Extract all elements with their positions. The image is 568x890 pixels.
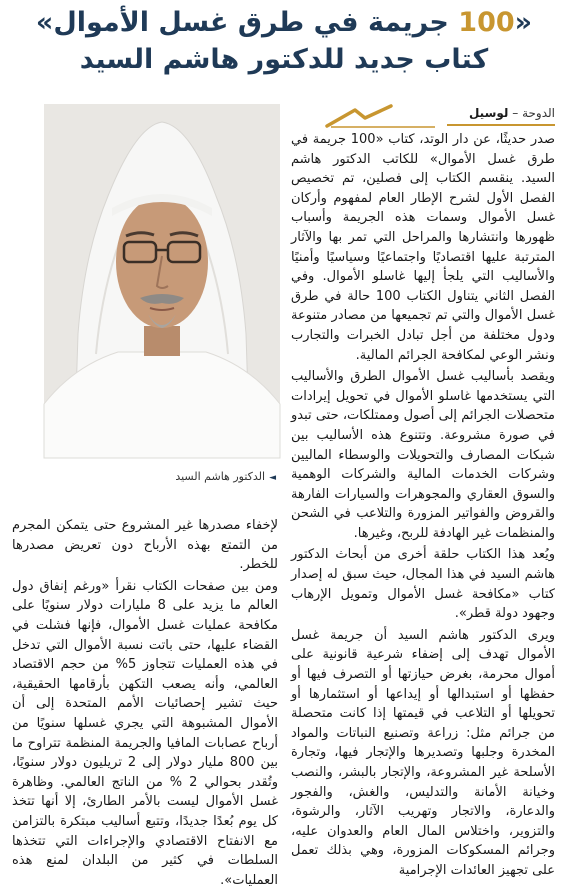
- headline-line-1: [10, 4, 558, 42]
- headline-open-quote: «: [514, 7, 533, 38]
- article-paragraph: صدر حديثًا، عن دار الوتد، كتاب «100 جريمة في طرق غسل الأموال» للكاتب الدكتور هاشم السيد. ينقسم الكتاب إلى فصلين، تم تخصيص الفصل الأول لشرح الإطار العام لمفهوم وأركان غسل الأموال وسمات هذه الجريمة وأسباب ظهورها وانتشارها والمراحل التي تمر بها والآثار المترتبة عليها اقتصاديًا واجتماعيًا وسياسيًا وأمنيًا والأساليب التي يلجأ إليها غاسلو الأموال. وفي الفصل الثاني يتناول الكتاب 100 حالة في طرق غسل الأموال والتي تم تجميعها من مصادر متنوعة ودول مختلفة من أجل تبادل الخبرات والتجارب ونشر الوعي لمكافحة الجرائم المالية.: [291, 132, 555, 363]
- article-column-right: [291, 130, 555, 878]
- dateline: [325, 104, 555, 126]
- dateline-separator: –: [508, 106, 523, 120]
- swoosh-icon: [325, 104, 445, 128]
- article-paragraph: ومن بين صفحات الكتاب نقرأ «ورغم إنفاق دول العالم ما يزيد على 8 مليارات دولار سنويًا على مكافحة عمليات غسل الأموال، فإنها فشلت في القضاء عليها، حتى باتت نسبة الأموال التي تدخل في هذه العمليات تتجاوز 5% من حجم الاقتصاد العالمي، وأنه يصعب التكهن بأرقامها الحقيقية، حيث تشير إحصائيات الأمم المتحدة إلى أن الأموال المشبوهة التي يجري غسلها سنويًا من أرباح عصابات المافيا والجريمة المنظمة تتراوح ما بين 800 مليار دولار إلى 2 تريليون دولار سنويًا، وتُقدر بحوالي 2 % من الناتج العالمي. وظاهرة غسل الأموال ليست بالأمر الطارئ، إلا أنها تتخذ كل يوم بُعدًا جديدًا، وتتبع أساليب مبتكرة بالتزامن مع الانفتاح الاقتصادي والإجراءات التي تتخذها السلطات في كثير من البلدان لمنع هذه العمليات».: [12, 578, 279, 888]
- dateline-text: [469, 106, 555, 120]
- headline-line-2: كتاب جديد للدكتور هاشم السيد: [79, 44, 489, 75]
- article-column-left: [12, 516, 279, 888]
- dateline-city: الدوحة: [522, 106, 555, 120]
- photo-caption: [150, 470, 276, 483]
- headline: [10, 4, 558, 78]
- author-photo: [44, 104, 280, 458]
- article-paragraph: لإخفاء مصدرها غير المشروع حتى يتمكن المجرم من التمتع بهذه الأرباح دون تعريض مصدرها للخطر.: [12, 518, 278, 573]
- caption-text: الدكتور هاشم السيد: [175, 470, 266, 483]
- portrait-illustration: [44, 104, 280, 458]
- caption-triangle-icon: ◄: [269, 473, 276, 483]
- article-paragraph: ويُعد هذا الكتاب حلقة أخرى من أبحاث الدكتور هاشم السيد في هذا المجال، حيث سبق له إصدار كتاب «مكافحة غسل الأموال وتمويل الإرهاب وجهود دولة قطر».: [291, 547, 555, 622]
- dateline-source: لوسيل: [468, 106, 509, 120]
- headline-line-1-text: جريمة في طرق غسل الأموال»: [35, 7, 459, 38]
- article-paragraph: ويرى الدكتور هاشم السيد أن جريمة غسل الأموال تهدف إلى إضفاء شرعية قانونية على أموال محرمة، بغرض حيازتها أو التصرف فيها أو حفظها أو استبدالها أو إيداعها أو استثمارها أو تحويلها أو التلاعب في قيمتها إذا كانت متحصلة من جرائم مثل: زراعة وتصنيع النباتات والمواد المخدرة وجلبها وتصديرها والإتجار فيها، وتجارة الأسلحة غير المشروعة، والإتجار بالبشر، والنصب وخيانة الأمانة والتدليس، والغش، والفجور والدعارة، والاتجار وتهريب الآثار، والرشوة، والتزوير، واختلاس المال العام والعدوان عليه، وجرائم المسكوكات المزورة، وهي بذلك تعمل على تجهيز العائدات الإجرامية: [291, 627, 555, 878]
- dateline-underline: [447, 124, 555, 126]
- article-paragraph: ويقصد بأساليب غسل الأموال الطرق والأساليب التي يستخدمها غاسلو الأموال في تحويل إيرادات متحصلات الجرائم إلى أصول وممتلكات، حتى تبدو في صورة مشروعة. وتتنوع هذه الأساليب بين شبكات المصارف والتحويلات والوسطاء الماليين وشركات الخدمات المالية والشركات الوهمية والسوق العقاري والمجوهرات والسيارات الفارهة والقروض والفواتير المزورة والتلاعب في الشحن والمنظمات غير الهادفة للربح، وغيرها.: [291, 369, 555, 541]
- headline-number: 100: [458, 7, 515, 38]
